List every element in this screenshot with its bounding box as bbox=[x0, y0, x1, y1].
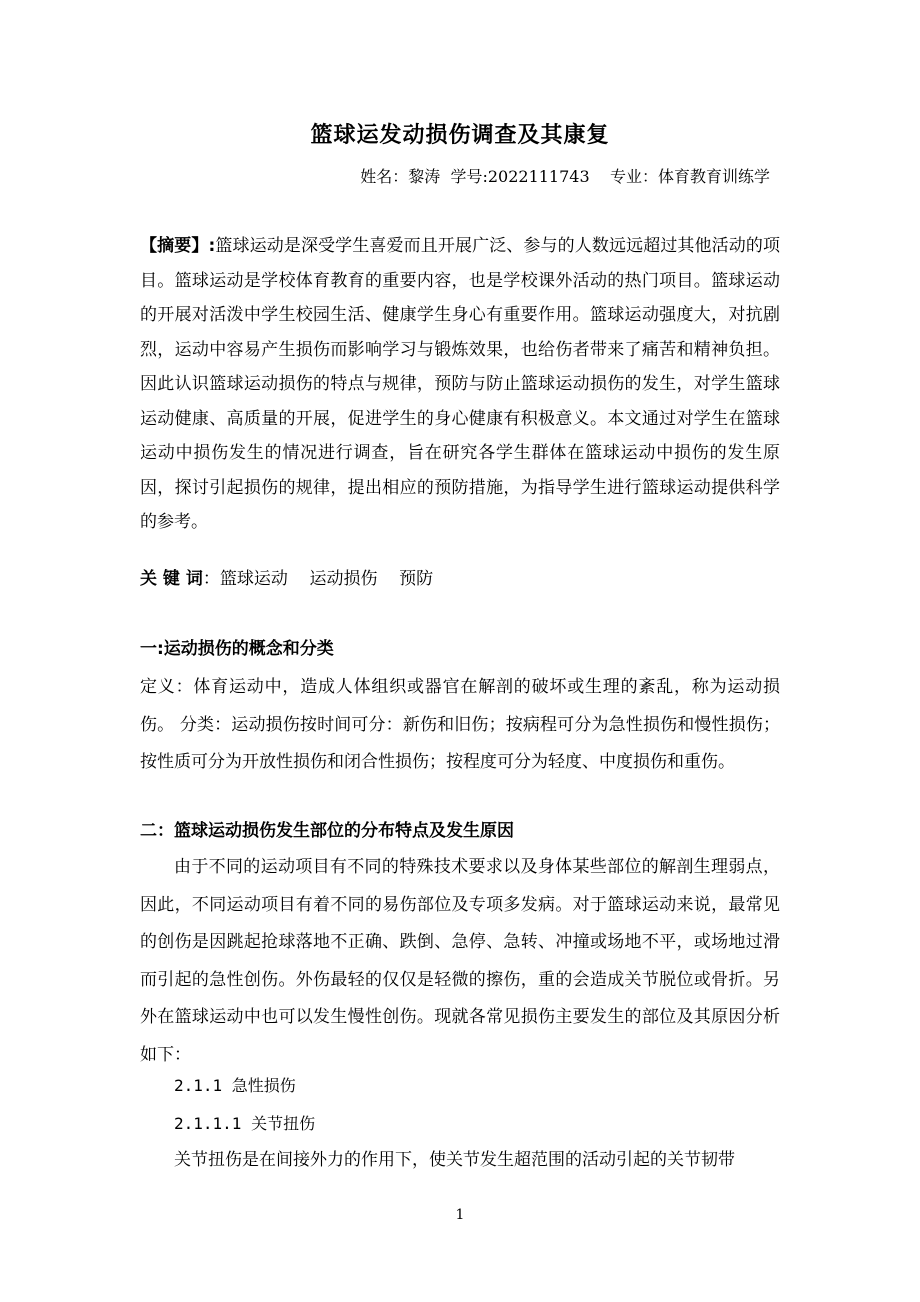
document-title: 篮球运发动损伤调查及其康复 bbox=[310, 123, 610, 148]
abstract-text: 篮球运动是深受学生喜爱而且开展广泛、参与的人数远远超过其他活动的项目。篮球运动是学校体育教育的重要内容，也是学校课外活动的热门项目。篮球运动的开展对活泼中学生校园生活、健康学生身心有重要作用。篮球运动强度大，对抗剧烈，运动中容易产生损伤而影响学习与锻炼效果，也给伤者带来了痛苦和精神负担。因此认识篮球运动损伤的特点与规律，预防与防止篮球运动损伤的发生，对学生篮球运动健康、高质量的开展，促进学生的身心健康有积极意义。本文通过对学生在篮球运动中损伤发生的情况进行调查，旨在研究各学生群体在篮球运动中损伤的发生原因，探讨引起损伤的规律，提出相应的预防措施，为指导学生进行篮球运动提供科学的参考。 bbox=[140, 236, 780, 532]
keywords-text: ：篮球运动 运动损伤 预防 bbox=[202, 569, 434, 589]
abstract-label: 【摘要】: bbox=[140, 236, 216, 256]
subsection-2-1-1-1-heading: 2.1.1.1 关节扭伤 bbox=[174, 1114, 316, 1133]
page-number: 1 bbox=[455, 1207, 465, 1223]
section-2-paragraph: 由于不同的运动项目有不同的特殊技术要求以及身体某些部位的解剖生理弱点，因此，不同运动项目有着不同的易伤部位及专项多发病。对于篮球运动来说，最常见的创伤是因跳起抢球落地不正确、跌倒、急停、急转、冲撞或场地不平，或场地过滑而引起的急性创伤。外伤最轻的仅仅是轻微的擦伤，重的会造成关节脱位或骨折。另外在篮球运动中也可以发生慢性创伤。现就各常见损伤主要发生的部位及其原因分析如下： bbox=[140, 857, 780, 1065]
keywords-label: 关 键 词 bbox=[140, 569, 203, 589]
keywords-line bbox=[140, 564, 433, 589]
section-2-heading: 二：篮球运动损伤发生部位的分布特点及发生原因 bbox=[140, 821, 514, 841]
abstract-paragraph bbox=[140, 229, 780, 540]
author-line: 姓名：黎涛 学号:2022111743 专业：体育教育训练学 bbox=[360, 167, 770, 186]
section-1-paragraph: 定义：体育运动中，造成人体组织或器官在解剖的破坏或生理的紊乱，称为运动损伤。 分类：运动损伤按时间可分：新伤和旧伤；按病程可分为急性损伤和慢性损伤；按性质可分为开放性损伤和闭合性损伤；按程度可分为轻度、中度损伤和重伤。 bbox=[140, 677, 780, 773]
subsection-paragraph: 关节扭伤是在间接外力的作用下，使关节发生超范围的活动引起的关节韧带 bbox=[174, 1150, 735, 1170]
subsection-2-1-1-heading: 2.1.1 急性损伤 bbox=[174, 1076, 296, 1095]
section-1-heading: 一:运动损伤的概念和分类 bbox=[140, 639, 334, 659]
